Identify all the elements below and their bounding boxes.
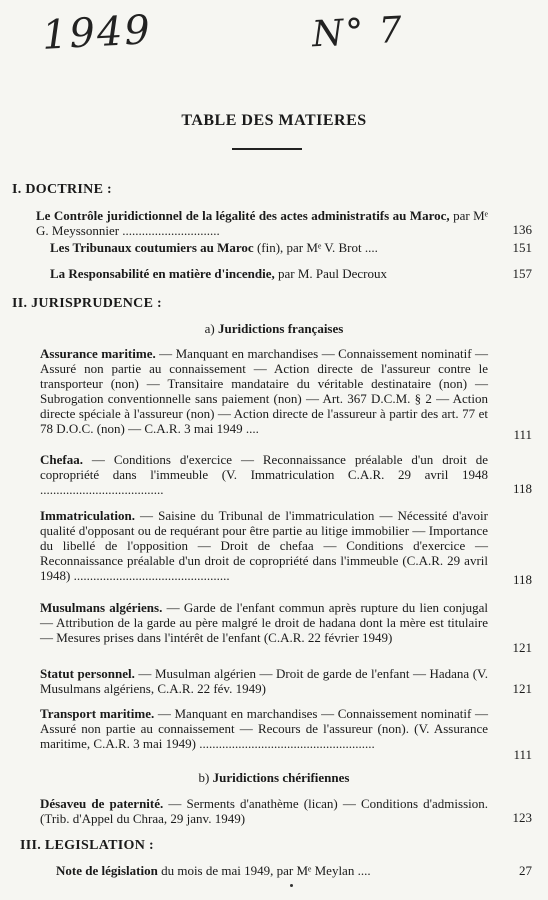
page-number: 27 <box>519 863 532 878</box>
entry-title: Les Tribunaux coutumiers au Maroc <box>50 240 254 255</box>
handwritten-year: 1949 <box>40 7 153 59</box>
subsection-heading <box>0 770 548 786</box>
entry-title: Le Contrôle juridictionnel de la légalité des actes administratifs au Maroc, <box>36 208 450 223</box>
entry-text: — Musulman algérien — Droit de garde de l'enfant — Hadana (V. Musulmans algériens, C.A.R. 22 fév. 1949) <box>40 666 489 696</box>
entry-text: par M. Paul Decroux <box>274 266 388 281</box>
entry-title: Désaveu de paternité. <box>40 796 164 811</box>
subsection-prefix: b) <box>198 770 213 785</box>
entry-title: Musulmans algériens. <box>40 600 163 615</box>
page-number: 157 <box>512 266 532 281</box>
toc-entry <box>40 600 488 645</box>
toc-entry <box>56 863 488 878</box>
entry-text: par Mᵉ G. Meyssonnier .............................. <box>36 208 488 238</box>
entry-text: — Garde de l'enfant commun après rupture du lien conjugal — Attribution de la garde au père malgré le droit de hadana dont la mère est titulaire — Mesures prises dans l'intérêt de l'enfant (C.A.R. 22 février 1949) <box>40 600 488 645</box>
entry-text: (fin), par Mᵉ V. Brot .... <box>253 240 378 255</box>
page-mark <box>290 884 293 887</box>
page-number: 111 <box>513 747 532 762</box>
toc-entry <box>40 508 488 583</box>
entry-text: — Conditions d'exercice — Reconnaissance préalable d'un droit de copropriété dans l'immeuble (V. Immatriculation C.A.R. 29 avril 1948 ...................................... <box>40 452 488 497</box>
page-number: 121 <box>512 640 532 655</box>
section-heading-doctrine: I. DOCTRINE : <box>12 182 112 197</box>
section-heading-legislation: III. LEGISLATION : <box>20 838 154 853</box>
entry-title: Assurance maritime. <box>40 346 156 361</box>
entry-text: — Manquant en marchandises — Connaissement nominatif — Assuré non partie au connaissement — Action directe de l'assureur contre le transporteur (non) — Transitaire mandataire du véritable destinataire (non) — Subrogation conventionnelle sans paiement (non) — Art. 367 D.C.M. § 2 — Action directe spéciale à l'assureur (non) — Action directe de l'assureur à partir des art. 77 et 78 D.O.C. (non) — C.A.R. 3 mai 1949 .... <box>40 346 489 436</box>
entry-text: — Saisine du Tribunal de l'immatriculation — Nécessité d'avoir qualité d'opposant ou de requérant pour être partie au litige immobilier — Importance du libellé de l'opposition — Droit de chefaa — Conditions d'exercice — Reconnaissance préalable d'un droit de copropriété dans l'immeuble (C.A.R. 29 avril 1948) ................................................ <box>40 508 488 583</box>
toc-entry <box>40 452 488 497</box>
page-number: 136 <box>512 222 532 237</box>
page-title: TABLE DES MATIERES <box>181 112 367 129</box>
title-divider <box>232 148 302 150</box>
page-number: 121 <box>512 681 532 696</box>
page-number: 123 <box>512 810 532 825</box>
toc-entry <box>50 240 488 255</box>
toc-entry <box>36 208 488 238</box>
entry-title: Statut personnel. <box>40 666 135 681</box>
section-heading-jurisprudence: II. JURISPRUDENCE : <box>12 296 162 311</box>
entry-text: du mois de mai 1949, par Mᵉ Meylan .... <box>157 863 371 878</box>
subsection-prefix: a) <box>204 321 219 336</box>
page-number: 151 <box>512 240 532 255</box>
entry-title: Transport maritime. <box>40 706 155 721</box>
page-number: 118 <box>512 481 532 496</box>
subsection-label: Juridictions françaises <box>218 321 344 336</box>
toc-entry <box>50 266 488 281</box>
toc-entry <box>40 706 488 751</box>
handwritten-issue-number: N° 7 <box>310 9 405 56</box>
entry-text: — Manquant en marchandises — Connaissement nominatif — Assuré non partie au connaissement — Recours de l'assureur (non). (V. Assurance maritime, C.A.R. 3 mai 1949) ...................................................... <box>40 706 488 751</box>
toc-entry <box>40 796 488 826</box>
toc-entry <box>40 666 488 696</box>
entry-title: Note de législation <box>56 863 158 878</box>
toc-entry <box>40 346 488 436</box>
page-number: 118 <box>512 572 532 587</box>
entry-text: — Serments d'anathème (lican) — Conditions d'admission. (Trib. d'Appel du Chraa, 29 janv. 1949) <box>40 796 488 826</box>
entry-title: La Responsabilité en matière d'incendie, <box>50 266 275 281</box>
entry-title: Immatriculation. <box>40 508 135 523</box>
subsection-label: Juridictions chérifiennes <box>212 770 350 785</box>
entry-title: Chefaa. <box>40 452 83 467</box>
subsection-heading <box>0 321 548 337</box>
page-number: 111 <box>513 427 532 442</box>
